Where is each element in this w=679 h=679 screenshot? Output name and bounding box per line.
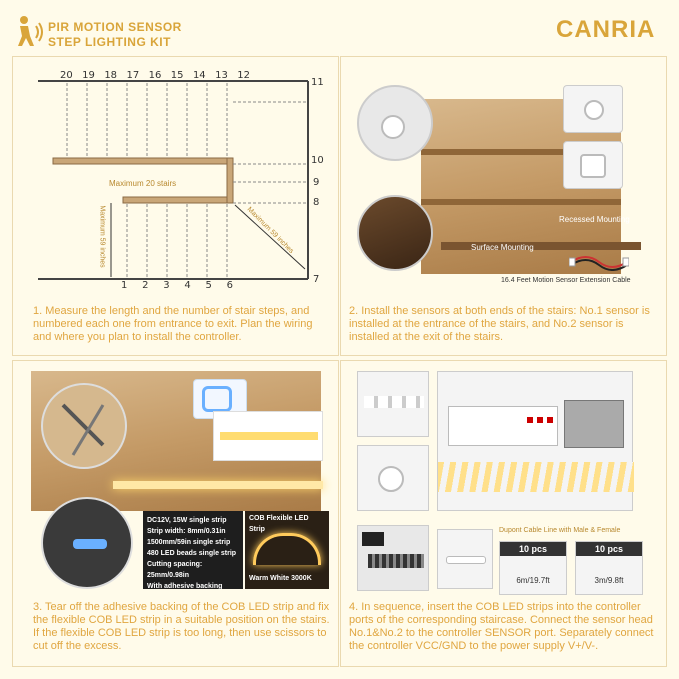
spec-line: Cutting spacing: 25mm/0.98in — [147, 561, 203, 579]
top-step-number: 15 — [170, 70, 184, 81]
spec-line: 1500mm/59in single strip — [147, 539, 231, 546]
extension-cable-label: 16.4 Feet Motion Sensor Extension Cable — [501, 277, 631, 284]
top-step-number: 16 — [148, 70, 162, 81]
dupont-cable-photo — [437, 529, 493, 589]
cable-box-3m — [575, 541, 643, 595]
cob-strip-title: COB Flexible LED Strip — [249, 515, 309, 533]
header-title-line2: STEP LIGHTING KIT — [48, 35, 171, 49]
bottom-step-number: 4 — [184, 280, 191, 291]
right-step-number: 7 — [313, 274, 320, 285]
extension-cable-icon — [569, 253, 629, 271]
cable-box-3m-size: 3m/9.8ft — [594, 576, 624, 585]
scissors-closeup — [41, 383, 127, 469]
dupont-title: Dupont Cable Line with Male & Female — [499, 527, 621, 534]
bottom-step-number: 1 — [121, 280, 128, 291]
cable-box-6m — [499, 541, 567, 595]
top-step-number: 20 — [60, 70, 73, 81]
panel-2 — [340, 56, 667, 356]
connectors-photo — [357, 371, 429, 437]
stair-diagram — [13, 57, 340, 297]
spec-line: 480 LED beads single strip — [147, 550, 237, 557]
top-step-number: 17 — [126, 70, 140, 81]
step-1-caption: 1. Measure the length and the number of stair steps, and numbered each one from entrance to exit. Plan the wiring and where you plan to install the controller. — [33, 305, 313, 343]
top-step-number: 19 — [82, 70, 95, 81]
peel-adhesive-closeup — [41, 497, 133, 589]
sensor-closeup-stairs — [357, 195, 433, 271]
recessed-sensor-photo — [563, 85, 623, 133]
controller-photo — [437, 371, 633, 511]
motion-sensor-logo-icon — [10, 14, 44, 48]
top-step-number: 18 — [104, 70, 118, 81]
max-vertical-label: Maximum 59 inches — [98, 205, 106, 268]
led-strip-closeup — [213, 411, 323, 461]
recessed-mounting-label: Recessed Mounting — [559, 215, 630, 224]
bottom-step-number: 2 — [142, 280, 149, 291]
brand-logo: CANRIA — [556, 16, 656, 43]
cable-box-6m-size: 6m/19.7ft — [516, 576, 550, 585]
header-title-line1: PIR MOTION SENSOR — [48, 20, 182, 34]
bottom-step-number: 6 — [226, 280, 233, 291]
max-stairs-label: Maximum 20 stairs — [109, 179, 177, 188]
step-2-caption: 2. Install the sensors at both ends of the stairs: No.1 sensor is installed at the entrance of the stairs, and No.2 sensor is installed at the exit of the stairs. — [349, 305, 650, 343]
right-step-number: 9 — [313, 177, 320, 188]
top-step-number: 13 — [215, 70, 228, 81]
panel-4 — [340, 360, 667, 667]
cable-box-3m-count: 10 pcs — [576, 542, 642, 556]
sensor-closeup-top — [357, 85, 433, 161]
right-step-number: 10 — [311, 155, 324, 166]
right-step-number: 11 — [311, 77, 324, 88]
panel-3 — [12, 360, 339, 667]
spec-line: Strip width: 8mm/0.31in — [147, 528, 226, 535]
surface-mounting-label: Surface Mounting — [471, 243, 534, 252]
cable-box-6m-count: 10 pcs — [500, 542, 566, 556]
step-4-caption: 4. In sequence, insert the COB LED strips into the controller ports of the corresponding staircase. Connect the sensor head No.1&No.2 to the controller SENSOR port. Separately connect the controller VCC/GND to the power supply V+/V-. — [349, 601, 654, 652]
top-step-number: 12 — [237, 70, 250, 81]
specs-box — [143, 511, 243, 589]
sensor-connector-photo — [357, 445, 429, 511]
terminal-block-photo — [357, 525, 429, 591]
cob-strip-color: Warm White 3000K — [249, 575, 312, 582]
bottom-step-number: 5 — [205, 280, 212, 291]
right-step-number: 8 — [313, 197, 320, 208]
bottom-step-number: 3 — [163, 280, 170, 291]
spec-line: With adhesive backing — [147, 583, 223, 590]
panel-1 — [12, 56, 339, 356]
max-diagonal-label: Maximum 59 inches — [245, 206, 295, 255]
top-step-number: 14 — [192, 70, 206, 81]
spec-line: DC12V, 15W single strip — [147, 517, 227, 524]
step-3-caption: 3. Tear off the adhesive backing of the COB LED strip and fix the flexible COB LED strip in a suitable position on the stairs. If the flexible COB LED strip is too long, then use scissors to cut off the excess. — [33, 601, 330, 652]
surface-sensor-photo — [563, 141, 623, 189]
cob-strip-box — [245, 511, 329, 589]
